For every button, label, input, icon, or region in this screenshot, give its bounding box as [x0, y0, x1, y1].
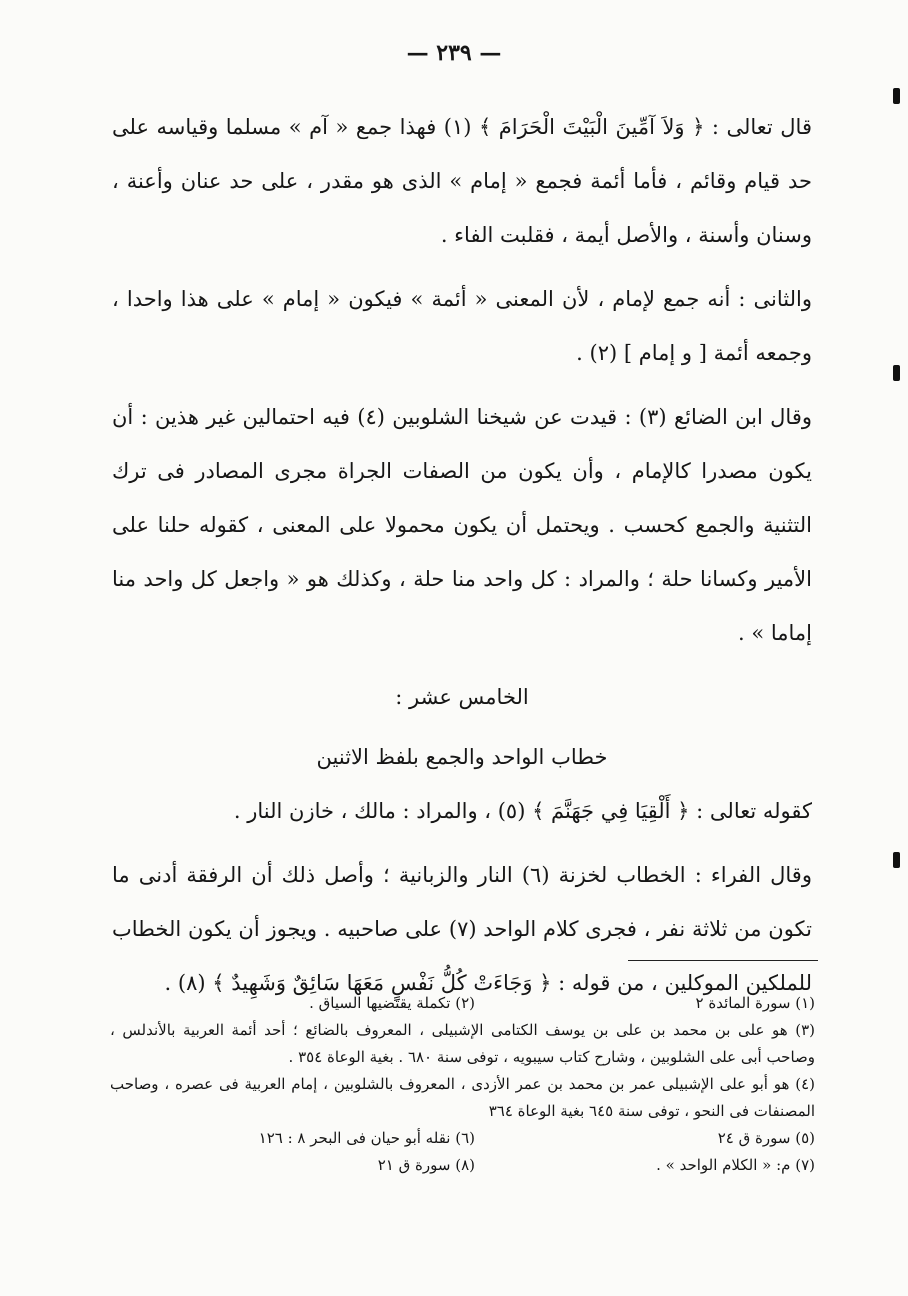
footnote-row-5-6 — [110, 1125, 815, 1152]
footnote-2: (٢) تكملة يقتضيها السياق . — [309, 994, 475, 1012]
footnote-7: (٧) م: « الكلام الواحد » . — [656, 1156, 815, 1174]
footnote-5: (٥) سورة ق ٢٤ — [717, 1129, 815, 1147]
paragraph-1: قال تعالى : ﴿ وَلاَ آمِّينَ الْبَيْتَ الْحَرَامَ ﴾ (١) فهذا جمع « آم » مسلما وقياسه على حد قيام وقائم ، فأما أئمة فجمع « إمام » الذى هو مقدر ، على حد عنان وأعنة ، وسنان وأسنة ، والأصل أيمة ، فقلبت الفاء . — [112, 115, 812, 247]
footnote-row-1-2 — [110, 990, 815, 1017]
paragraph-5: وقال الفراء : الخطاب لخزنة (٦) النار والزبانية ؛ وأصل ذلك أن الرفقة أدنى ما تكون من ثلاثة نفر ، فجرى كلام الواحد (٧) على صاحبيه . ويجوز أن يكون الخطاب للملكين الموكلين ، من قوله : ﴿ وَجَاءَتْ كُلُّ نَفْسٍ مَعَهَا سَائِقٌ وَشَهِيدٌ ﴾ (٨) . — [112, 863, 812, 995]
footnote-row-7-8 — [110, 1152, 815, 1179]
footnote-1: (١) سورة المائدة ٢ — [695, 994, 815, 1012]
paragraph-2: والثانى : أنه جمع لإمام ، لأن المعنى « أئمة » فيكون « إمام » على هذا واحدا ، وجمعه أئمة [ و إمام ] (٢) . — [112, 287, 812, 365]
footnote-6: (٦) نقله أبو حيان فى البحر ٨ : ١٢٦ — [258, 1129, 475, 1147]
scan-margin-mark — [893, 852, 900, 868]
page-number: — ٢٣٩ — — [406, 40, 502, 66]
scan-margin-mark — [893, 88, 900, 104]
main-text — [112, 100, 812, 1020]
section-number-heading: الخامس عشر : — [395, 685, 529, 709]
scan-margin-mark — [893, 365, 900, 381]
paragraph-4: كقوله تعالى : ﴿ أَلْقِيَا فِي جَهَنَّمَ ﴾ (٥) ، والمراد : مالك ، خازن النار . — [233, 799, 812, 823]
footnote-separator — [628, 960, 818, 961]
footnote-3: (٣) هو على بن محمد بن على بن يوسف الكتامى الإشبيلى ، المعروف بالضائع ؛ أحد أئمة العربية بالأندلس ، وصاحب أبى على الشلوبين ، وشارح كتاب سيبويه ، توفى سنة ٦٨٠ . بغية الوعاة ٣٥٤ . — [110, 1021, 815, 1066]
section-title-heading: خطاب الواحد والجمع بلفظ الاثنين — [316, 745, 608, 769]
footnote-8: (٨) سورة ق ٢١ — [377, 1156, 475, 1174]
footnotes — [110, 990, 815, 1179]
footnote-4: (٤) هو أبو على الإشبيلى عمر بن محمد بن عمر الأزدى ، المعروف بالشلوبين ، إمام العربية فى عصره ، وصاحب المصنفات فى النحو ، توفى سنة ٦٤٥ بغية الوعاة ٣٦٤ — [110, 1075, 815, 1120]
paragraph-3: وقال ابن الضائع (٣) : قيدت عن شيخنا الشلوبين (٤) فيه احتمالين غير هذين : أن يكون مصدرا كالإمام ، وأن يكون من الصفات الجراة مجرى المصادر فى ترك التثنية والجمع كحسب . ويحتمل أن يكون محمولا على المعنى ، كقوله حلنا على الأمير وكسانا حلة ؛ والمراد : كل واحد منا حلة ، وكذلك هو « واجعل كل واحد منا إماما » . — [112, 405, 812, 645]
